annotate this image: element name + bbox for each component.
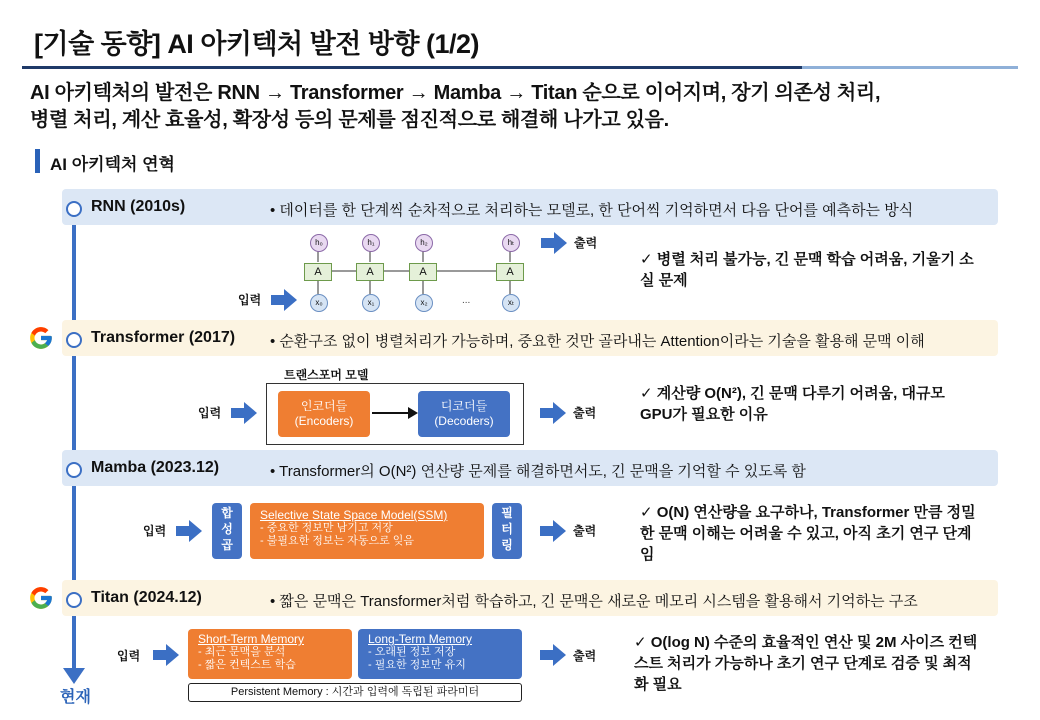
ltm-title: Long-Term Memory bbox=[368, 632, 473, 646]
rnn-input-1: x₁ bbox=[362, 294, 380, 312]
rnn-output-label: 출력 bbox=[574, 236, 598, 250]
rnn-input-t: xₜ bbox=[502, 294, 520, 312]
timeline-node-titan bbox=[66, 592, 82, 608]
decoder-box bbox=[418, 391, 510, 437]
era-note-transformer: ✓ 계산량 O(N²), 긴 문맥 다루기 어려움, 대규모 GPU가 필요한 이유 bbox=[640, 385, 945, 423]
era-desc-titan: • 짧은 문맥은 Transformer처럼 학습하고, 긴 문맥은 새로운 메모리 시스템을 활용해서 기억하는 구조 bbox=[270, 593, 918, 610]
encoder-label-en: (Encoders) bbox=[294, 414, 354, 428]
stm-item-2: - 짧은 컨텍스트 학습 bbox=[198, 659, 296, 671]
rnn-hidden-0: h₀ bbox=[310, 234, 328, 252]
era-name-rnn: RNN (2010s) bbox=[91, 198, 186, 215]
transformer-output-arrow-icon bbox=[540, 402, 566, 424]
short-term-memory-box bbox=[188, 629, 352, 679]
rnn-hidden-1: h₁ bbox=[362, 234, 380, 252]
page-title: [기술 동향] AI 아키텍처 발전 방향 (1/2) bbox=[34, 29, 479, 59]
titan-output-arrow-icon bbox=[540, 644, 566, 666]
transformer-group-label: 트랜스포머 모델 bbox=[284, 368, 369, 382]
persistent-memory-box: Persistent Memory : 시간과 입력에 독립된 파라미터 bbox=[188, 683, 522, 702]
rnn-hidden-t: hₜ bbox=[502, 234, 520, 252]
era-note-mamba: ✓ O(N) 연산량을 요구하나, Transformer 만큼 정밀한 문맥 이해는 어려울 수 있고, 아직 초기 연구 단계임 bbox=[640, 504, 976, 563]
ssm-item-2: - 불필요한 정보는 자동으로 잊음 bbox=[260, 535, 415, 547]
era-name-titan: Titan (2024.12) bbox=[91, 589, 202, 606]
encoder-to-decoder-arrow bbox=[372, 406, 418, 420]
encoder-label: 인코더들 bbox=[300, 399, 348, 413]
decoder-label: 디코더들 bbox=[440, 399, 488, 413]
era-desc-mamba: • Transformer의 O(N²) 연산량 문제를 해결하면서도, 긴 문맥을 기억할 수 있도록 함 bbox=[270, 463, 806, 480]
rnn-hidden-2: h₂ bbox=[415, 234, 433, 252]
stm-title: Short-Term Memory bbox=[198, 632, 305, 646]
rnn-cell-2: A bbox=[409, 263, 437, 281]
ltm-item-1: - 오래된 정보 저장 bbox=[368, 646, 456, 658]
titan-output-label: 출력 bbox=[573, 649, 597, 663]
era-desc-transformer: • 순환구조 없이 병렬처리가 가능하며, 중요한 것만 골라내는 Attention이라는 기술을 활용해 문맥 이해 bbox=[270, 333, 925, 350]
mamba-input-label: 입력 bbox=[143, 524, 167, 538]
google-icon bbox=[28, 585, 54, 611]
rnn-input-label: 입력 bbox=[238, 293, 262, 307]
summary-line-1: AI 아키텍처의 발전은 RNN → Transformer → Mamba → Titan 순으로 이어지며, 장기 의존성 처리, bbox=[30, 82, 881, 104]
timeline-arrow bbox=[63, 668, 85, 684]
transformer-input-arrow-icon bbox=[231, 402, 257, 424]
long-term-memory-box bbox=[358, 629, 522, 679]
era-name-mamba: Mamba (2023.12) bbox=[91, 459, 220, 476]
era-name-transformer: Transformer (2017) bbox=[91, 329, 236, 346]
rnn-cell-0: A bbox=[304, 263, 332, 281]
rnn-input-0: x₀ bbox=[310, 294, 328, 312]
era-note-rnn: ✓ 병렬 처리 불가능, 긴 문맥 학습 어려움, 기울기 소실 문제 bbox=[640, 251, 974, 289]
google-icon bbox=[28, 325, 54, 351]
timeline-end-label: 현재 bbox=[60, 689, 91, 706]
transformer-input-label: 입력 bbox=[198, 406, 222, 420]
transformer-output-label: 출력 bbox=[573, 406, 597, 420]
decoder-label-en: (Decoders) bbox=[434, 414, 494, 428]
mamba-output-arrow-icon bbox=[540, 520, 566, 542]
timeline-node-transformer bbox=[66, 332, 82, 348]
timeline-node-mamba bbox=[66, 462, 82, 478]
rnn-input-arrow-icon bbox=[271, 289, 297, 311]
mamba-input-arrow-icon bbox=[176, 520, 202, 542]
rnn-input-2: x₂ bbox=[415, 294, 433, 312]
ssm-box bbox=[250, 503, 484, 559]
rnn-cell-1: A bbox=[356, 263, 384, 281]
filtering-box: 필터링 bbox=[492, 503, 522, 559]
section-marker bbox=[35, 149, 40, 173]
era-note-titan: ✓ O(log N) 수준의 효율적인 연산 및 2M 사이즈 컨텍스트 처리가 가능하나 초기 연구 단계로 검증 및 최적화 필요 bbox=[634, 634, 978, 693]
summary-text bbox=[30, 80, 1020, 134]
ssm-item-1: - 중요한 정보만 남기고 저장 bbox=[260, 522, 393, 534]
timeline-node-rnn bbox=[66, 201, 82, 217]
convolution-box: 합성곱 bbox=[212, 503, 242, 559]
titan-input-arrow-icon bbox=[153, 644, 179, 666]
title-divider bbox=[22, 66, 802, 69]
title-divider-accent bbox=[802, 66, 1018, 69]
encoder-box bbox=[278, 391, 370, 437]
ltm-item-2: - 필요한 정보만 유지 bbox=[368, 659, 466, 671]
mamba-output-label: 출력 bbox=[573, 524, 597, 538]
stm-item-1: - 최근 문맥을 분석 bbox=[198, 646, 286, 658]
rnn-ellipsis: ... bbox=[462, 295, 471, 306]
summary-line-2: 병렬 처리, 계산 효율성, 확장성 등의 문제를 점진적으로 해결해 나가고 있음. bbox=[30, 109, 669, 131]
era-desc-rnn: • 데이터를 한 단계씩 순차적으로 처리하는 모델로, 한 단어씩 기억하면서 다음 단어를 예측하는 방식 bbox=[270, 202, 914, 219]
rnn-cell-t: A bbox=[496, 263, 524, 281]
rnn-output-arrow-icon bbox=[541, 232, 567, 254]
section-title: AI 아키텍처 연혁 bbox=[50, 155, 175, 174]
titan-input-label: 입력 bbox=[117, 649, 141, 663]
ssm-title: Selective State Space Model(SSM) bbox=[260, 508, 448, 522]
